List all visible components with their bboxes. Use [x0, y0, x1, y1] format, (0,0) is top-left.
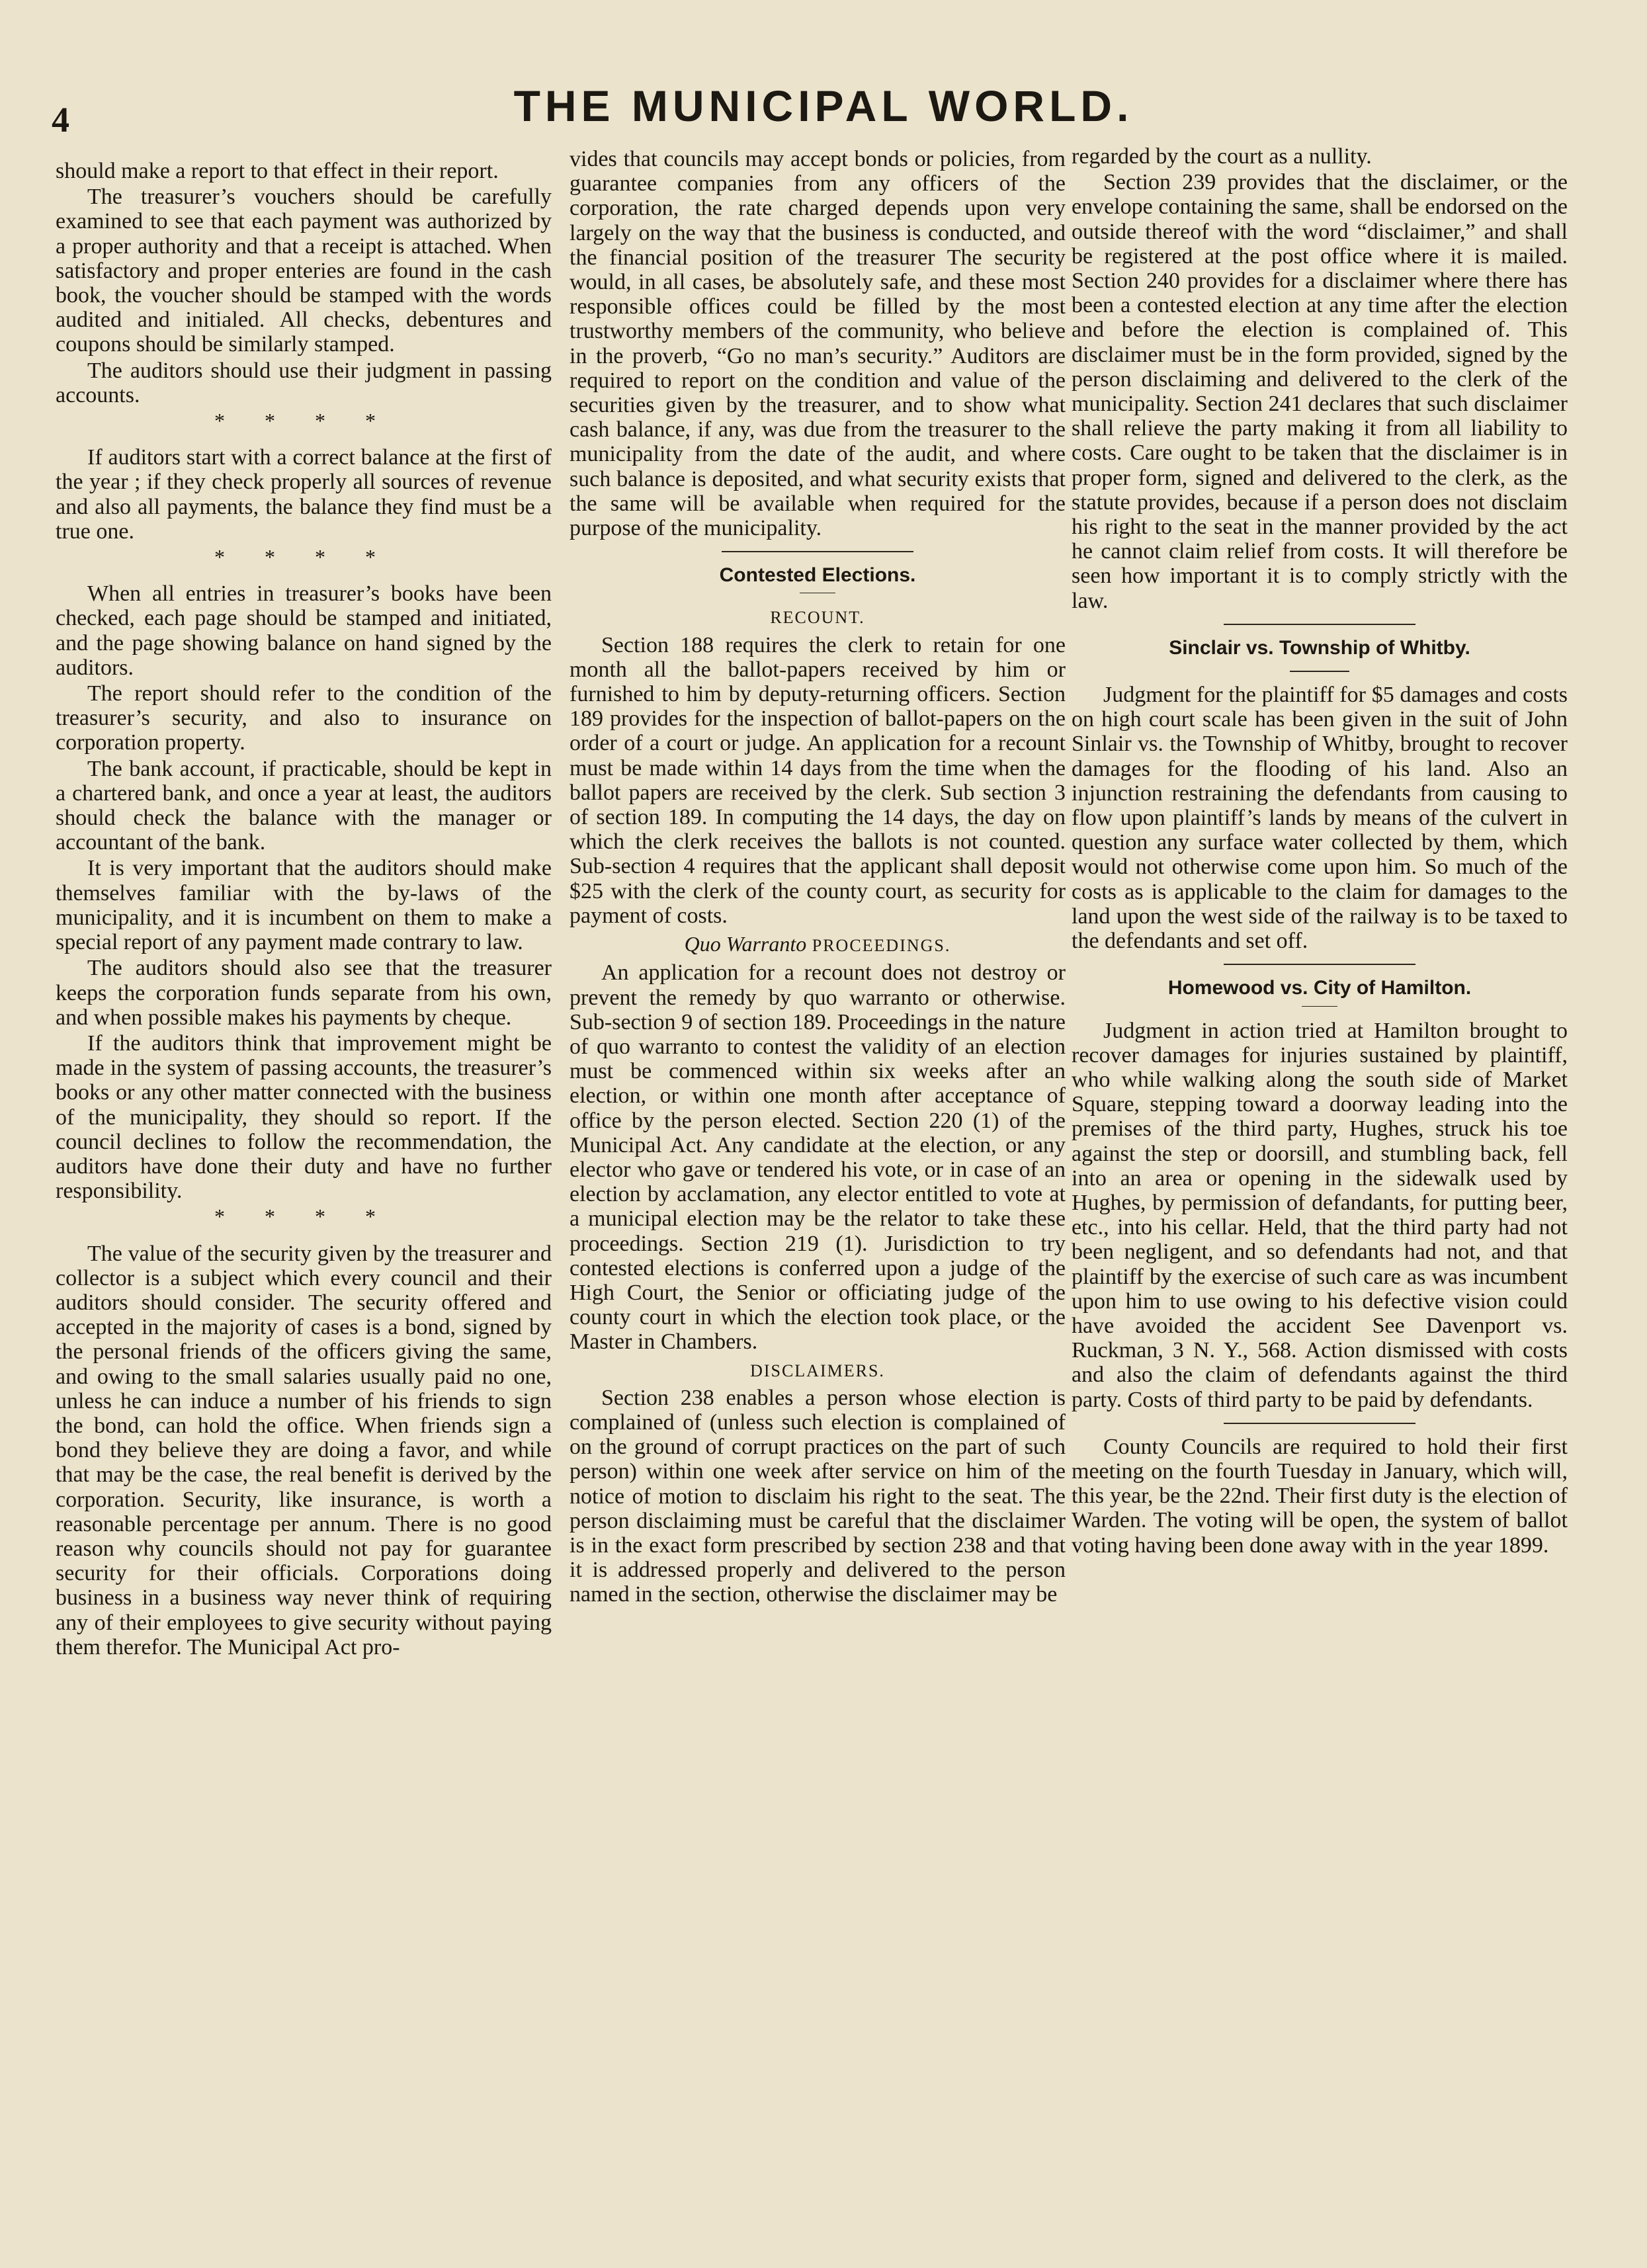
divider-rule [1302, 1006, 1337, 1007]
column-2 [570, 147, 1066, 1609]
paragraph: vides that councils may accept bonds or policies, from guarantee companies from any officers of the corporation, the rate charged depends upon very largely on the way that the business is conducted, and the financial position of the treasurer The security would, in all cases, be absolutely safe, and these most responsible offices could be filled by the most trustworthy members of the community, who believe in the proverb, “Go no man’s security.” Auditors are required to report on the condition and value of the securities given by the treasurer, and to show what cash balance, if any, was due from the treasurer to the municipality from the date of the audit, and where such balance is deposited, and what security exists that the same will be available when required for the purpose of the municipality. [570, 147, 1066, 541]
section-heading-sinclair: Sinclair vs. Township of Whitby. [1169, 636, 1470, 659]
paragraph: regarded by the court as a nullity. [1072, 144, 1372, 169]
paragraph: Section 239 provides that the disclaimer, or the envelope containing the same, shall be endorsed on the outside thereof with the word “disclaimer,” and shall be registered at the post office where it is mailed. Section 240 provides for a disclaimer where there has been a contested election at any time after the election and before the election is complained of. This disclaimer must be in the form provided, signed by the person disclaiming and delivered to the clerk of the municipality. Section 241 declares that such disclaimer shall relieve the party making it from all liability to costs. Care ought to be taken that the disclaimer is in proper form, signed and delivered to the clerk, as the statute provides, because if a person does not disclaim his right to the seat in the manner provided by the act he cannot claim relief from costs. It will therefore be seen how important it is to comply strictly with the law. [1072, 170, 1568, 613]
paragraph: Section 238 enables a person whose election is complained of (unless such election is complained of on the ground of corrupt practices on the part of such person) within one week after service on him of the notice of motion to disclaim his right to the seat. The person disclaiming must be careful that the disclaimer is in the exact form prescribed by section 238 and that it is addressed properly and delivered to the person named in the section, otherwise the disclaimer may be [570, 1385, 1066, 1607]
paragraph: The auditors should also see that the treasurer keeps the corporation funds separate from his own, and when possible makes his payments by cheque. [56, 956, 552, 1030]
paragraph: If auditors start with a correct balance at the first of the year ; if they check properly all sources of revenue and also all payments, the balance they find must be a true one. [56, 445, 552, 544]
paragraph: County Councils are required to hold their first meeting on the fourth Tuesday in January, which will, this year, be the 22nd. Their first duty is the election of Warden. The voting will be open, the system of ballot voting having been done away with in the year 1899. [1072, 1434, 1568, 1558]
column-3 [1072, 144, 1568, 1559]
subheading-quo-warranto [570, 932, 1066, 958]
paragraph: Section 188 requires the clerk to retain for one month all the ballot-papers received by him or furnished to him by deputy-returning officers. Section 189 provides for the inspection of ballot-papers on the order of a court or judge. An application for a recount must be made within 14 days from the time when the ballot papers are received by the clerk. Sub section 3 of section 189. In computing the 14 days, the day on which the clerk receives the ballots is not counted. Sub-section 4 requires that the applicant shall deposit $25 with the clerk of the county court, as security for payment of costs. [570, 632, 1066, 928]
divider-rule [1290, 671, 1349, 672]
paragraph: When all entries in treasurer’s books have been checked, each page should be stamped and initiated, and the page showing balance on hand signed by the auditors. [56, 581, 552, 680]
subheading-italic-part: Quo Warranto [684, 932, 807, 956]
page-number: 4 [52, 100, 69, 140]
paragraph: The report should refer to the condition of the treasurer’s security, and also to insurance on corporation property. [56, 681, 552, 755]
masthead-title: THE MUNICIPAL WORLD. [513, 81, 1134, 130]
paragraph: should make a report to that effect in their report. [56, 159, 499, 183]
paragraph: It is very important that the auditors should make themselves familiar with the by-laws of the municipality, and it is incumbent on them to make a special report of any payment made contrary to law. [56, 856, 552, 955]
column-1 [56, 159, 552, 1661]
subheading-disclaimers: DISCLAIMERS. [750, 1361, 885, 1380]
paragraph: Judgment in action tried at Hamilton brought to recover damages for injuries sustained by plaintiff, who while walking along the south side of Market Square, stepping toward a doorway leading into the premises of the third party, Hughes, struck his toe against the step or doorsill, and stumbling back, fell into an area or opening in the sidewalk used by Hughes, by permission of defandants, for putting beer, etc., into his cellar. Held, that the third party had not been negligent, and so defendants had not, and that plaintiff by the exercise of such care as was incumbent upon him to use owing to his defective vision could have avoided the accident See Davenport vs. Ruckman, 3 N. Y., 568. Action dismissed with costs and also the claim of defendants against the third party. Costs of third party to be paid by defendants. [1072, 1018, 1568, 1412]
paragraph: If the auditors think that improvement might be made in the system of passing accounts, the treasurer’s books or any other matter connected with the business of the municipality, they should so report. If the council declines to follow the recommendation, the auditors have done their duty and have no further responsibility. [56, 1030, 552, 1204]
divider-rule [1224, 964, 1415, 965]
divider-rule [1224, 624, 1415, 625]
section-break-stars: * * * * [214, 545, 393, 569]
paragraph: The value of the security given by the treasurer and collector is a subject which every council and their auditors should consider. The security offered and accepted in the majority of cases is a bond, signed by the personal friends of the officers giving the same, and owing to the small salaries usually paid no one, unless he can induce a number of his friends to sign the bond, can hold the office. When friends sign a bond they believe they are doing a favor, and while that may be the case, the real benefit is derived by the corporation. Security, like insurance, is worth a reasonable percentage per annum. There is no good reason why councils should not pay for guarantee security for their officials. Corporations doing business in a business way never think of requiring any of their employees to give security without paying them therefor. The Municipal Act pro- [56, 1241, 552, 1659]
paragraph: An application for a recount does not destroy or prevent the remedy by quo warranto or otherwise. Sub-section 9 of section 189. Proceedings in the nature of quo warranto to contest the validity of an election must be commenced within six weeks after an election, or within one month after acceptance of office by the person elected. Section 220 (1) of the Municipal Act. Any candidate at the election, or any elector who gave or tendered his vote, or in case of an election by acclamation, any elector entitled to vote at a municipal election may be the relator to take these proceedings. Section 219 (1). Jurisdiction to try contested elections is conferred upon a judge of the High Court, the Senior or officiating judge of the county court in which the election took place, or the Master in Chambers. [570, 960, 1066, 1355]
paragraph: The treasurer’s vouchers should be carefully examined to see that each payment was authorized by a proper authority and that a receipt is attached. When satisfactory and proper enteries are found in the cash book, the voucher should be stamped with the words audited and initialed. All checks, debentures and coupons should be similarly stamped. [56, 185, 552, 357]
subheading-recount: RECOUNT. [770, 608, 865, 628]
divider-rule [1224, 1423, 1415, 1424]
paragraph: The bank account, if practicable, should be kept in a chartered bank, and once a year at least, the auditors should check the balance with the manager or accountant of the bank. [56, 756, 552, 855]
subheading-rest: PROCEEDINGS. [806, 936, 951, 956]
section-heading-homewood: Homewood vs. City of Hamilton. [1167, 977, 1472, 999]
paragraph: The auditors should use their judgment in passing accounts. [56, 358, 552, 407]
section-heading-contested-elections: Contested Elections. [719, 564, 916, 587]
divider-rule [722, 551, 913, 552]
section-break-stars: * * * * [214, 409, 393, 433]
section-break-stars: * * * * [214, 1204, 393, 1229]
paragraph: Judgment for the plaintiff for $5 damages and costs on high court scale has been given in the suit of John Sinlair vs. the Township of Whitby, brought to recover damages for the flooding of his land. Also an injunction restraining the defendants from causing to flow upon plaintiff’s lands by means of the culvert in question any surface water collected by them, which would not otherwise come upon him. So much of the costs as is applicable to the claim for damages to the land upon the west side of the railway is to be taxed to the defendants and set off. [1072, 683, 1568, 954]
